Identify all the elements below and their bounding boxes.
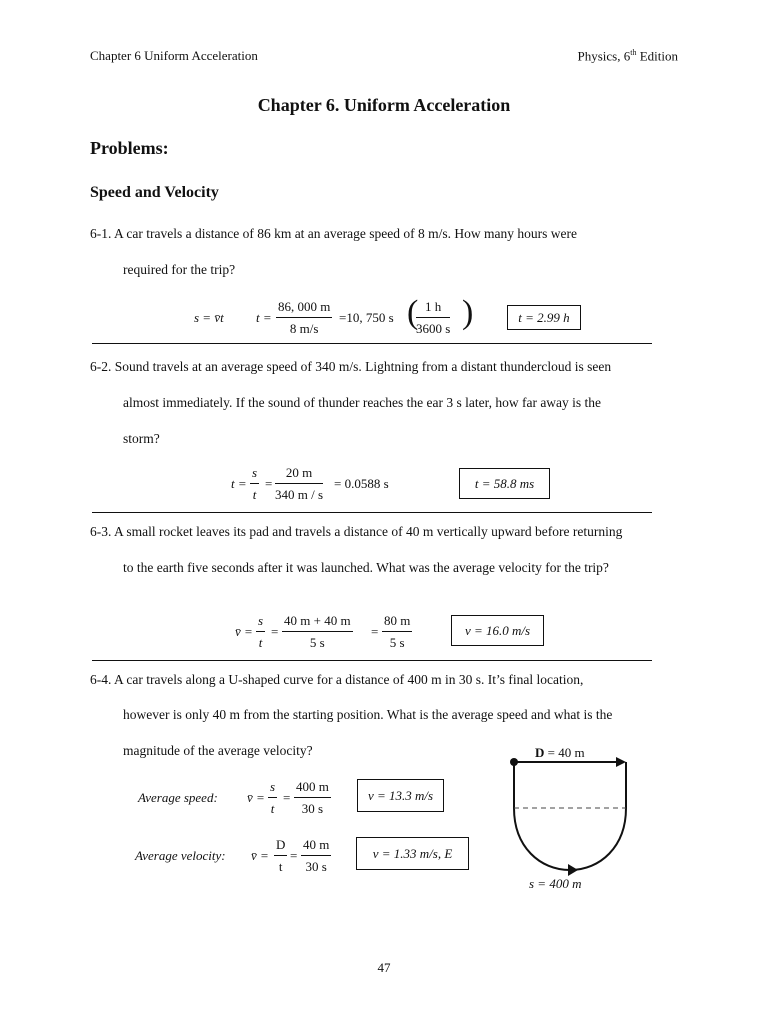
answer-box-6-3: v = 16.0 m/s xyxy=(451,615,544,646)
fraction-denominator: t xyxy=(252,487,257,502)
fraction-numerator: s xyxy=(268,779,277,798)
fraction-numerator: 80 m xyxy=(382,613,412,632)
equation-6-1-mid: =10, 750 s xyxy=(339,310,394,325)
equation-6-3-eq1: = xyxy=(271,624,279,639)
fraction-6-2-a xyxy=(250,465,259,503)
answer-box-velocity: v = 1.33 m/s, E xyxy=(356,837,469,870)
fraction-speed-b xyxy=(294,779,331,817)
fraction-6-1-b xyxy=(416,299,450,337)
fraction-denominator: t xyxy=(258,635,263,650)
fraction-numerator: s xyxy=(250,465,259,484)
u-shaped-path xyxy=(514,762,626,870)
fraction-denominator: 5 s xyxy=(389,635,405,650)
fraction-6-2-b xyxy=(275,465,323,503)
fraction-denominator: 5 s xyxy=(309,635,325,650)
equation-6-2-t: t = xyxy=(231,476,247,491)
running-header-right xyxy=(578,48,679,64)
u-curve-diagram xyxy=(500,752,640,877)
fraction-denominator: 3600 s xyxy=(416,321,451,336)
fraction-numerator: D xyxy=(274,837,287,856)
fraction-speed-a xyxy=(268,779,277,817)
problem-6-3-line-2: to the earth five seconds after it was launched. What was the average velocity for the trip? xyxy=(123,560,609,575)
fraction-numerator: s xyxy=(256,613,265,632)
displacement-value: = 40 m xyxy=(544,745,585,760)
average-speed-label: Average speed: xyxy=(138,790,218,805)
fraction-6-3-c xyxy=(382,613,412,651)
fraction-velocity-a xyxy=(274,837,287,875)
running-header-left: Chapter 6 Uniform Acceleration xyxy=(90,48,258,63)
paren-left: ( xyxy=(407,294,419,331)
equation-6-3-eq2: = xyxy=(371,624,379,639)
problem-6-4-line-1: 6-4. A car travels along a U-shaped curve for a distance of 400 m in 30 s. It’s final location, xyxy=(90,672,584,687)
fraction-velocity-b xyxy=(301,837,331,875)
paren-right: ) xyxy=(462,294,474,331)
fraction-numerator: 400 m xyxy=(294,779,331,798)
divider xyxy=(92,660,652,661)
diagram-distance-label: s = 400 m xyxy=(529,876,582,891)
header-right-suffix: Edition xyxy=(636,48,678,64)
chapter-title: Chapter 6. Uniform Acceleration xyxy=(257,95,511,115)
speed-v: v̄ = xyxy=(247,790,265,805)
problem-6-2-line-2: almost immediately. If the sound of thunder reaches the ear 3 s later, how far away is the xyxy=(123,395,602,410)
fraction-numerator: 1 h xyxy=(416,299,450,318)
problems-heading: Problems: xyxy=(90,138,169,158)
equation-6-1-s: s = v̄t xyxy=(194,310,224,325)
problem-6-2-line-1: 6-2. Sound travels at an average speed of 340 m/s. Lightning from a distant thundercloud is seen xyxy=(90,359,612,374)
answer-box-6-1: t = 2.99 h xyxy=(507,305,581,330)
fraction-denominator: t xyxy=(270,801,275,816)
problem-6-1-line-1: 6-1. A car travels a distance of 86 km at an average speed of 8 m/s. How many hours were xyxy=(90,226,577,241)
problem-6-4-line-3: magnitude of the average velocity? xyxy=(123,743,313,758)
fraction-denominator: 30 s xyxy=(301,801,324,816)
speed-eq: = xyxy=(283,790,291,805)
velocity-eq: = xyxy=(290,848,298,863)
answer-box-6-2: t = 58.8 ms xyxy=(459,468,550,499)
fraction-6-3-b xyxy=(282,613,353,651)
problem-6-4-line-2: however is only 40 m from the starting position. What is the average speed and what is the xyxy=(123,707,613,722)
problem-6-2-line-3: storm? xyxy=(123,431,160,446)
answer-box-speed: v = 13.3 m/s xyxy=(357,779,444,812)
divider xyxy=(92,512,652,513)
fraction-6-3-a xyxy=(256,613,265,651)
fraction-numerator: 20 m xyxy=(275,465,323,484)
velocity-v: v̄ = xyxy=(251,848,269,863)
path-direction-arrow xyxy=(568,864,578,876)
fraction-denominator: 340 m / s xyxy=(275,487,324,502)
fraction-6-1-a xyxy=(276,299,332,337)
fraction-denominator: t xyxy=(278,859,283,874)
fraction-numerator: 40 m + 40 m xyxy=(282,613,353,632)
equation-6-2-eq: = xyxy=(265,476,273,491)
problem-6-3-line-1: 6-3. A small rocket leaves its pad and travels a distance of 40 m vertically upward before returning xyxy=(90,524,623,539)
fraction-numerator: 40 m xyxy=(301,837,331,856)
average-velocity-label: Average velocity: xyxy=(135,848,226,863)
header-right-sup: th xyxy=(630,48,637,57)
fraction-numerator: 86, 000 m xyxy=(276,299,332,318)
page-number: 47 xyxy=(377,960,391,975)
displacement-symbol: D xyxy=(535,745,545,760)
problem-6-1-line-2: required for the trip? xyxy=(123,262,236,277)
equation-6-2-result: = 0.0588 s xyxy=(334,476,389,491)
divider xyxy=(92,343,652,344)
header-right-prefix: Physics, 6 xyxy=(577,48,631,64)
section-heading: Speed and Velocity xyxy=(90,184,219,201)
equation-6-3-v: v̄ = xyxy=(235,624,253,639)
fraction-denominator: 8 m/s xyxy=(289,321,319,336)
fraction-denominator: 30 s xyxy=(305,859,327,874)
equation-6-1-t: t = xyxy=(256,310,272,325)
